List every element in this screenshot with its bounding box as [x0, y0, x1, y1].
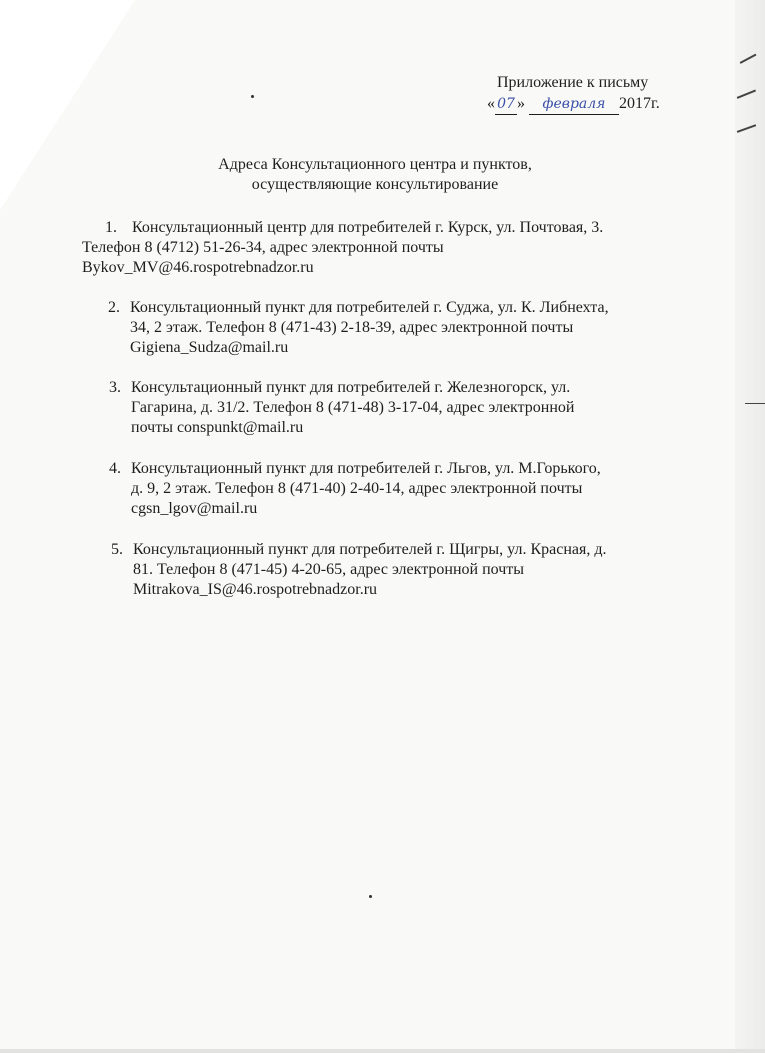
edge-mark [745, 403, 765, 404]
item-number: 3. [109, 379, 121, 396]
item-line: Консультационный центр для потребителей г. Курск, ул. Почтовая, 3. [132, 219, 604, 236]
item-number: 1. [105, 219, 117, 236]
item-line: Гагарина, д. 31/2. Телефон 8 (471-48) 3-17-04, адрес электронной [131, 399, 575, 416]
title-line: Адреса Консультационного центра и пунктов, [218, 156, 532, 173]
scan-speck [369, 895, 372, 898]
list-item-zheleznogorsk [109, 378, 575, 438]
item-line: 34, 2 этаж. Телефон 8 (471-43) 2-18-39, адрес электронной почты [130, 319, 574, 336]
date-close-quote: » [517, 95, 525, 112]
item-line: Консультационный пункт для потребителей г. Железногорск, ул. [131, 379, 571, 396]
item-line: Консультационный пункт для потребителей г. Суджа, ул. К. Либнехта, [130, 299, 609, 316]
item-number: 4. [109, 460, 121, 477]
item-line: Gigiena_Sudza@mail.ru [130, 339, 289, 356]
item-line: д. 9, 2 этаж. Телефон 8 (471-40) 2-40-14, адрес электронной почты [131, 480, 583, 497]
letter-date [487, 94, 660, 115]
list-item-lgov [109, 459, 601, 519]
scan-border [0, 1049, 765, 1053]
folded-corner [0, 0, 135, 210]
list-item-kursk [82, 218, 603, 278]
scan-speck [251, 95, 254, 98]
date-open-quote: « [487, 95, 495, 112]
item-line: Консультационный пункт для потребителей г. Щигры, ул. Красная, д. [133, 541, 607, 558]
document-title [180, 155, 570, 195]
list-item-sudzha [108, 298, 609, 358]
item-line: Телефон 8 (4712) 51-26-34, адрес электронной почты [82, 239, 444, 256]
item-line: Bykov_MV@46.rospotrebnadzor.ru [82, 259, 314, 276]
date-month-handwritten: февраля [529, 95, 619, 115]
item-line: cgsn_lgov@mail.ru [131, 500, 258, 517]
date-day-handwritten: 07 [495, 95, 517, 115]
item-line: Mitrakova_IS@46.rospotrebnadzor.ru [133, 581, 378, 598]
item-line: почты conspunkt@mail.ru [131, 419, 304, 436]
item-number: 5. [111, 541, 123, 558]
item-line: 81. Телефон 8 (471-45) 4-20-65, адрес электронной почты [133, 561, 524, 578]
list-item-shchigry [111, 540, 607, 600]
page-edge [735, 0, 765, 1053]
title-line: осуществляющие консультирование [251, 176, 499, 193]
appendix-label: Приложение к письму [497, 74, 649, 91]
date-year: 2017г. [619, 95, 660, 112]
item-line: Консультационный пункт для потребителей г. Льгов, ул. М.Горького, [131, 460, 601, 477]
item-number: 2. [108, 299, 120, 316]
